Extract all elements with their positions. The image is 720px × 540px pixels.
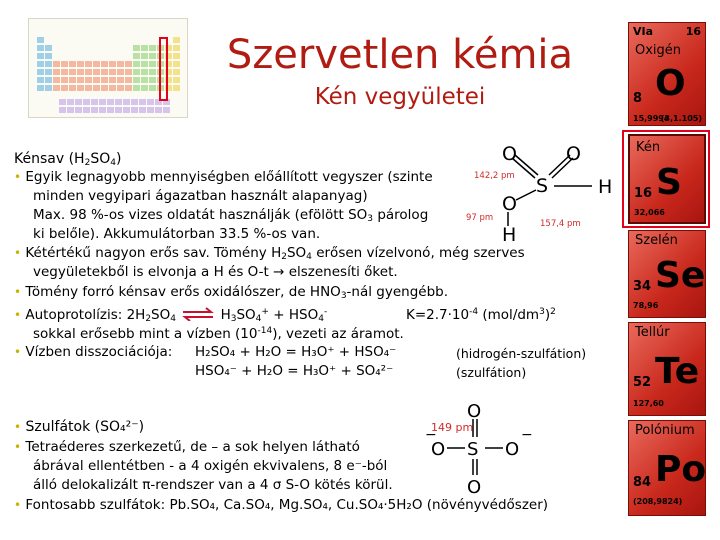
periodic-table-cell: [173, 45, 180, 51]
periodic-table-cell: [99, 107, 106, 113]
text-part: Pb.SO₄, Ca.SO₄, Mg.SO₄, Cu.SO₄·5H₂O (növényvédőszer): [169, 497, 549, 513]
element-name: Kén: [636, 140, 661, 155]
text-sup: -: [323, 307, 328, 317]
periodic-table-cell: [139, 107, 146, 113]
element-tile-selenium: [628, 230, 706, 318]
periodic-table-cell: [93, 77, 100, 83]
periodic-table-cell: [61, 85, 68, 91]
periodic-table-cell: [59, 107, 66, 113]
periodic-table-cell: [53, 69, 60, 75]
element-name: Tellúr: [635, 325, 670, 340]
periodic-table-cell: [107, 99, 114, 105]
periodic-table-cell: [61, 77, 68, 83]
periodic-table-cell: [131, 99, 138, 105]
atomic-mass: 15,9994: [633, 114, 670, 123]
periodic-table-cell: [131, 107, 138, 113]
periodic-table-cell: [83, 107, 90, 113]
periodic-table-cell: [75, 107, 82, 113]
periodic-table-cell: [115, 99, 122, 105]
periodic-table-cell: [125, 85, 132, 91]
bullet-icon: •: [14, 170, 22, 184]
periodic-table-cell: [85, 85, 92, 91]
heading-part: Kénsav (H: [14, 151, 85, 167]
charge-left: −: [425, 427, 437, 443]
periodic-table-cell: [139, 99, 146, 105]
periodic-table-cell: [67, 107, 74, 113]
atom-o-top-right: O: [566, 143, 581, 165]
periodic-table-cell: [149, 85, 156, 91]
text-sub: 2: [145, 314, 152, 324]
periodic-table-cell: [149, 45, 156, 51]
equilibrium-arrow-icon: [180, 307, 216, 321]
periodic-table-cell: [123, 99, 130, 105]
periodic-table-cell: [133, 85, 140, 91]
text-sub: 4: [318, 314, 324, 324]
sulfuric-acid-structure: [462, 142, 620, 242]
periodic-table-cell: [37, 45, 44, 51]
periodic-table-cell: [91, 107, 98, 113]
element-tile-oxygen: [628, 22, 706, 126]
sulfates-heading: [14, 418, 144, 437]
text-sub: 4: [170, 314, 176, 324]
periodic-table-cell: [147, 99, 154, 105]
text-sup: 2: [550, 307, 556, 317]
periodic-table-cell: [109, 61, 116, 67]
periodic-table-cell: [99, 99, 106, 105]
reaction-2: HSO₄⁻ + H₂O = H₃O⁺ + SO₄²⁻: [195, 363, 394, 379]
periodic-table-cell: [45, 61, 52, 67]
periodic-table-cell: [133, 53, 140, 59]
text-part: Max. 98 %-os vizes oldatát használják (efölött SO: [33, 207, 368, 223]
bullet-icon: •: [14, 246, 22, 260]
periodic-table-cell: [133, 77, 140, 83]
element-name: Polónium: [635, 423, 695, 438]
bullet-text-continued: ábrával ellentétben - a 4 oxigén ekvivalens, 8 e⁻-ból: [33, 458, 388, 474]
periodic-table-cell: [85, 61, 92, 67]
atom-h-bottom: H: [502, 224, 517, 242]
periodic-table-cell: [37, 61, 44, 67]
periodic-table-cell: [141, 77, 148, 83]
text-part: erősen vízelvonó, még szerves: [311, 245, 525, 261]
element-tile-tellurium: [628, 322, 706, 416]
periodic-table-cell: [37, 53, 44, 59]
text-part: (mol/dm: [478, 307, 540, 323]
atomic-number: 34: [633, 279, 652, 294]
bullet-text-continued: álló delokalizált π-rendszer van a 4 σ S-O kötés körül.: [33, 477, 393, 493]
text-sup: 3: [539, 307, 545, 317]
periodic-table-cell: [93, 85, 100, 91]
periodic-table-cell: [141, 85, 148, 91]
element-name: Oxigén: [635, 43, 682, 58]
bullet-text: Egyik legnagyobb mennyiségben előállított vegyszer (szinte: [25, 169, 433, 185]
periodic-table-cell: [53, 85, 60, 91]
periodic-table-cell: [125, 77, 132, 83]
periodic-table-cell: [77, 77, 84, 83]
periodic-table-thumbnail: [28, 18, 188, 118]
periodic-table-cell: [133, 69, 140, 75]
bullet-text-continued: vegyületekből is elvonja a H és O-t → elszenesíti őket.: [33, 264, 398, 280]
atomic-mass: 127,60: [633, 399, 664, 408]
text-sup: +: [261, 307, 269, 317]
bullet-item-important-sulfates: [14, 496, 548, 515]
element-extra: (3,1.105): [660, 114, 702, 123]
text-part: SO: [236, 307, 256, 323]
periodic-table-cell: [149, 61, 156, 67]
text-part: Autoprotolízis: 2H: [25, 307, 146, 323]
charge-right: −: [521, 427, 533, 443]
periodic-table-cell: [115, 107, 122, 113]
bond-length-label: 149 pm: [431, 421, 474, 434]
periodic-table-cell: [101, 61, 108, 67]
bullet-icon: •: [14, 420, 22, 434]
periodic-table-cell: [173, 77, 180, 83]
periodic-table-cell: [109, 69, 116, 75]
periodic-table-cell: [149, 53, 156, 59]
periodic-table-cell: [173, 37, 180, 43]
periodic-table-cell: [53, 77, 60, 83]
element-symbol: S: [656, 162, 682, 203]
group-label: VIa: [633, 25, 654, 38]
periodic-table-cell: [149, 69, 156, 75]
periodic-table-cell: [53, 61, 60, 67]
text-part: párolog: [373, 207, 429, 223]
text-part: K=2.7·10: [406, 307, 470, 323]
text-sub: 3: [367, 214, 374, 224]
periodic-table-cell: [117, 85, 124, 91]
periodic-table-group-highlight: [159, 37, 168, 101]
periodic-table-cell: [69, 85, 76, 91]
text-sub: 3: [340, 291, 347, 301]
periodic-table-cell: [69, 77, 76, 83]
atom-s: S: [536, 175, 549, 197]
heading-sub: 4: [110, 158, 116, 168]
periodic-table-cell: [109, 77, 116, 83]
bullet-icon: •: [14, 440, 22, 454]
periodic-table-cell: [93, 61, 100, 67]
reaction-1: H₂SO₄ + H₂O = H₃O⁺ + HSO₄⁻: [195, 344, 397, 360]
periodic-table-cell: [59, 99, 66, 105]
bullet-text-continued: [33, 322, 404, 344]
bullet-icon: •: [14, 285, 22, 299]
text-part: Vízben disszociációja:: [25, 344, 173, 360]
text-part: ), vezeti az áramot.: [272, 326, 404, 342]
atomic-mass: 78,96: [633, 301, 659, 310]
bullet-item-dissociation: [14, 343, 172, 362]
periodic-table-cell: [117, 77, 124, 83]
bullet-item-tetrahedral: [14, 438, 360, 457]
text-part: sokkal erősebb mint a vízben (10: [33, 326, 258, 342]
periodic-table-cell: [45, 45, 52, 51]
periodic-table-cell: [117, 69, 124, 75]
element-symbol: Te: [655, 351, 700, 392]
periodic-table-cell: [77, 85, 84, 91]
periodic-table-cell: [61, 69, 68, 75]
element-symbol: Po: [655, 449, 707, 490]
periodic-table-cell: [91, 99, 98, 105]
atomic-number: 84: [633, 475, 652, 490]
heading-part: SO: [90, 151, 111, 167]
reaction-1-note: (hidrogén-szulfátion): [456, 346, 587, 361]
text-part: Tömény forró kénsav erős oxidálószer, de HNO: [25, 284, 341, 300]
periodic-table-cell: [107, 107, 114, 113]
atom-o-bottom: O: [467, 477, 482, 497]
periodic-table-cell: [123, 107, 130, 113]
periodic-table-cell: [45, 85, 52, 91]
text-part: ): [544, 307, 551, 323]
text-sub: 2: [281, 252, 287, 262]
text-part: SO: [286, 245, 307, 261]
heading-part: ): [115, 151, 122, 167]
periodic-table-cell: [61, 61, 68, 67]
text-sup: -14: [257, 326, 273, 336]
sulfur-highlight-frame: [622, 130, 710, 228]
bullet-text-continued: minden vegyipari ágazatban használt alapanyag): [33, 188, 368, 204]
text-part: H: [220, 307, 231, 323]
periodic-table-cell: [37, 37, 44, 43]
periodic-table-cell: [133, 61, 140, 67]
equilibrium-constant: [406, 303, 556, 325]
atomic-mass: (208,9824): [633, 497, 683, 506]
bond-label-3: 157,4 pm: [540, 219, 581, 229]
atom-o-bottom: O: [502, 193, 517, 215]
periodic-table-cell: [75, 99, 82, 105]
periodic-table-cell: [45, 77, 52, 83]
atomic-number: 16: [634, 186, 653, 201]
atom-o-right: O: [505, 439, 520, 460]
atomic-number: 8: [633, 91, 643, 106]
atomic-number: 52: [633, 375, 652, 390]
periodic-table-cell: [37, 85, 44, 91]
text-sup: -4: [469, 307, 479, 317]
periodic-table-cell: [125, 61, 132, 67]
text-sub: 4: [306, 252, 312, 262]
element-tile-polonium: [628, 420, 706, 516]
periodic-table-cell: [109, 85, 116, 91]
periodic-table-cell: [141, 69, 148, 75]
periodic-table-cell: [141, 61, 148, 67]
atom-o-top: O: [467, 401, 482, 422]
periodic-table-cell: [173, 69, 180, 75]
periodic-table-cell: [149, 77, 156, 83]
atom-o-left: O: [431, 439, 446, 460]
group-number: 16: [685, 25, 701, 38]
periodic-table-cell: [69, 61, 76, 67]
bullet-text-continued: ki belőle). Akkumulátorban 33.5 %-os van.: [33, 226, 321, 242]
periodic-table-cell: [37, 77, 44, 83]
text-sub: 3: [230, 314, 237, 324]
periodic-table-cell: [141, 53, 148, 59]
text-part: Fontosabb szulfátok:: [25, 497, 170, 513]
periodic-table-cell: [77, 69, 84, 75]
periodic-table-cell: [125, 69, 132, 75]
page-title: Szervetlen kémia: [226, 32, 574, 78]
text-part: Tetraéderes szerkezetű, de – a sok helyen látható: [25, 439, 360, 455]
text-part: Szulfátok (SO₄²⁻): [25, 419, 145, 435]
periodic-table-cell: [101, 85, 108, 91]
reaction-2-note: (szulfátion): [456, 365, 527, 380]
periodic-table-cell: [117, 61, 124, 67]
atom-s: S: [467, 439, 479, 460]
element-name: Szelén: [635, 233, 678, 248]
heading-sub: 2: [84, 158, 91, 168]
periodic-table-cell: [69, 69, 76, 75]
periodic-table-cell: [173, 53, 180, 59]
periodic-table-cell: [101, 69, 108, 75]
text-part: + HSO: [268, 307, 319, 323]
periodic-table-cell: [101, 77, 108, 83]
periodic-table-cell: [147, 107, 154, 113]
periodic-table-cell: [173, 61, 180, 67]
periodic-table-cell: [133, 45, 140, 51]
periodic-table-cell: [45, 53, 52, 59]
element-symbol: O: [655, 63, 686, 104]
text-part: Kétértékű nagyon erős sav. Tömény H: [25, 245, 282, 261]
periodic-table-cell: [93, 69, 100, 75]
text-part: SO: [151, 307, 171, 323]
periodic-table-cell: [77, 61, 84, 67]
atomic-mass: 32,066: [634, 208, 665, 217]
bullet-item-production: [14, 168, 433, 187]
periodic-table-cell: [85, 77, 92, 83]
bullet-icon: •: [14, 345, 22, 359]
element-symbol: Se: [655, 255, 706, 296]
text-part: -nál gyengébb.: [346, 284, 449, 300]
periodic-table-cell: [37, 69, 44, 75]
periodic-table-cell: [85, 69, 92, 75]
sulfate-ion-structure: [425, 397, 535, 497]
periodic-table-cell: [155, 107, 162, 113]
periodic-table-cell: [67, 99, 74, 105]
atom-o-top-left: O: [502, 143, 517, 165]
periodic-table-cell: [45, 69, 52, 75]
periodic-table-cell: [173, 85, 180, 91]
bullet-icon: •: [14, 498, 22, 512]
bond-label-1: 142,2 pm: [474, 171, 515, 181]
periodic-table-cell: [141, 45, 148, 51]
text-sub: 4: [255, 314, 262, 324]
atom-h-right: H: [598, 176, 613, 198]
bond-label-2: 97 pm: [466, 213, 494, 223]
periodic-table-cell: [83, 99, 90, 105]
bullet-icon: •: [14, 308, 22, 322]
periodic-table-cell: [163, 107, 170, 113]
page-subtitle: Kén vegyületei: [314, 84, 486, 110]
